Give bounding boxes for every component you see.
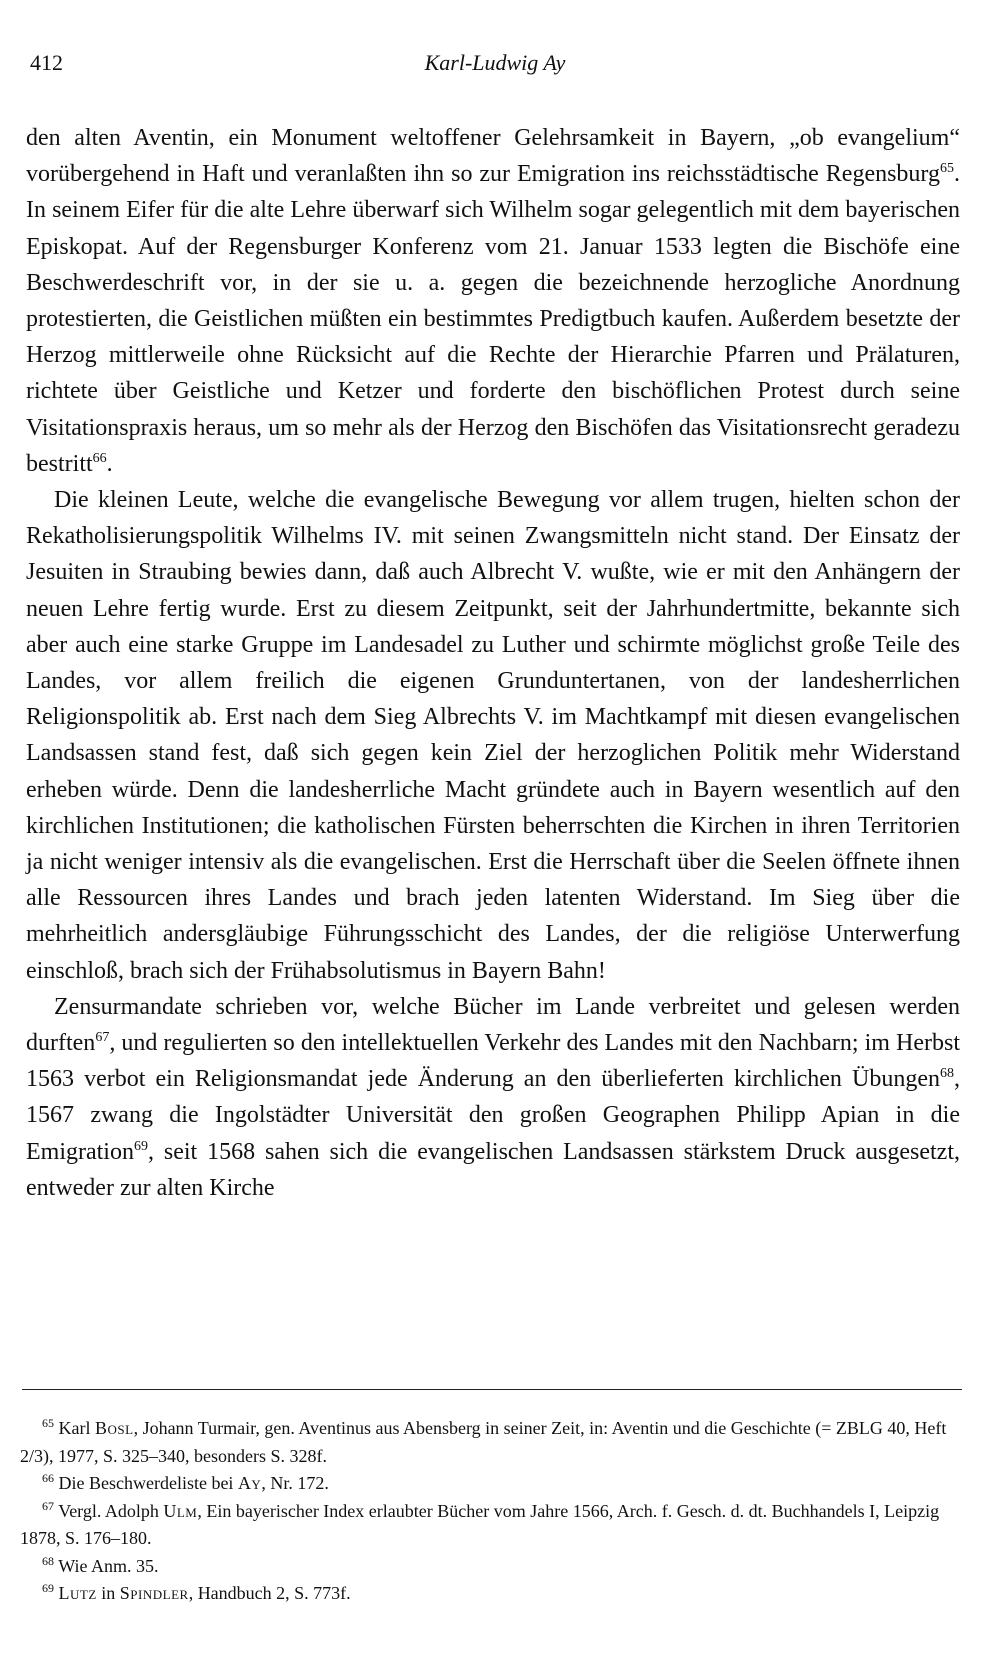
paragraph-1 [26,120,960,482]
footnote-number: 69 [42,1581,54,1595]
footnote-ref: 66 [92,450,107,466]
paragraph-text: . [106,450,113,477]
paragraph-text: Die kleinen Leute, welche die evangelische Bewegung vor allem trugen, hielten schon der Rekatholisierungspolitik Wilhelms IV. mit seinen Zwangsmitteln nicht stand. Der Einsatz der Jesuiten in Straubing bewies dann, daß auch Albrecht V. wußte, wie er mit den Anhängern der neuen Lehre fertig wurde. Erst zu diesem Zeitpunkt, seit der Jahrhundertmitte, bekannte sich aber auch eine starke Gruppe im Landesadel zu Luther und schirmte möglichst große Teile des Landes, vor allem freilich die eigenen Grunduntertanen, von der landesherrlichen Religionspolitik ab. Erst nach dem Sieg Albrechts V. im Machtkampf mit diesen evangelischen Landsassen stand fest, daß sich gegen kein Ziel der herzoglichen Politik mehr Widerstand erheben würde. Denn die landesherrliche Macht gründete auch in Bayern wesentlich auf den kirchlichen Institutionen; die katholischen Fürsten beherrschten die Kirchen in ihren Territorien ja nicht weniger intensiv als die evangelischen. Erst die Herrschaft über die Seelen öffnete ihnen alle Ressourcen ihres Landes und brach jeden latenten Widerstand. Im Sieg über die mehrheitlich andersgläubige Führungsschicht des Landes, der die religiöse Unterwerfung einschloß, brach sich der Frühabsolutismus in Bayern Bahn! [26,487,960,984]
footnote-ref: 69 [133,1138,148,1154]
footnote-text: , Ein bayerischer Index erlaubter Bücher vom Jahre 1566, Arch. f. Gesch. d. dt. Buchhandels I, Leipzig 1878, S. 176–180. [20,1500,940,1548]
footnote-text: in [96,1583,120,1603]
footnote-text: , Nr. 172. [261,1473,329,1493]
footnote-69 [20,1580,960,1608]
footnote-65 [20,1415,960,1470]
footnote-text: Die Beschwerdeliste bei [58,1473,238,1493]
footnote-ref: 67 [95,1030,110,1046]
author-name: Lutz [58,1583,97,1603]
paragraph-2 [26,482,960,989]
author-name: Ay [237,1473,262,1493]
footnotes [20,1415,960,1608]
paragraph-text: , seit 1568 sahen sich die evangelischen Landsassen stärkstem Druck ausgesetzt, entweder zur alten Kirche [26,1138,960,1201]
paragraph-text: , 1567 zwang die Ingolstädter Universität den großen Geographen Philipp Apian in die Emigration [26,1066,960,1165]
footnote-66 [20,1470,960,1498]
footnote-number: 68 [42,1553,54,1568]
author-name: Spindler [119,1583,189,1603]
footnote-number: 65 [42,1416,54,1430]
author-name: Bosl [94,1418,134,1438]
footnote-67 [20,1498,960,1553]
paragraph-text: . In seinem Eifer für die alte Lehre überwarf sich Wilhelm sogar gelegentlich mit dem bayerischen Episkopat. Auf der Regensburger Konferenz vom 21. Januar 1533 legten die Bischöfe eine Beschwerdeschrift vor, in der sie u. a. gegen die bezeichnende herzogliche Anordnung protestierten, die Geistlichen müßten ein bestimmtes Predigtbuch kaufen. Außerdem besetzte der Herzog mittlerweile ohne Rücksicht auf die Rechte der Hierarchie Pfarren und Prälaturen, richtete über Geistliche und Ketzer und forderte den bischöflichen Protest durch seine Visitationspraxis heraus, um so mehr als der Herzog den Bischöfen das Visitationsrecht geradezu bestritt [26,161,960,477]
footnote-number: 66 [42,1471,54,1485]
footnote-number: 67 [42,1498,54,1513]
footnote-text: Wie Anm. 35. [58,1555,159,1576]
footnote-text: , Johann Turmair, gen. Aventinus aus Abensberg in seiner Zeit, in: Aventin und die Geschichte (= ZBLG 40, Heft 2/3), 1977, S. 325–340, besonders S. 328f. [20,1418,947,1466]
paragraph-text: den alten Aventin, ein Monument weltoffener Gelehrsamkeit in Bayern, „ob evangelium“ vorübergehend in Haft und veranlaßten ihn so zur Emigration ins reichsstädtische Regensburg [26,125,960,188]
paragraph-3 [26,989,960,1206]
footnote-separator [22,1389,962,1390]
paragraph-text: , und regulierten so den intellektuellen Verkehr des Landes mit den Nachbarn; im Herbst 1563 verbot ein Religionsmandat jede Änderung an den überlieferten kirchlichen Übungen [26,1030,960,1093]
paragraph-text: Zensurmandate schrieben vor, welche Bücher im Lande verbreitet und gelesen werden durften [26,993,960,1057]
page-number: 412 [30,50,63,75]
footnote-ref: 68 [940,1066,954,1082]
author-name: Ulm [163,1500,198,1521]
footnote-ref: 65 [940,161,954,177]
footnote-text: Vergl. Adolph [58,1500,164,1521]
running-head: Karl-Ludwig Ay [424,50,566,75]
footnote-68 [20,1553,960,1581]
footnote-text: , Handbuch 2, S. 773f. [188,1583,351,1603]
footnote-text: Karl [58,1418,95,1438]
main-text [26,120,960,1206]
